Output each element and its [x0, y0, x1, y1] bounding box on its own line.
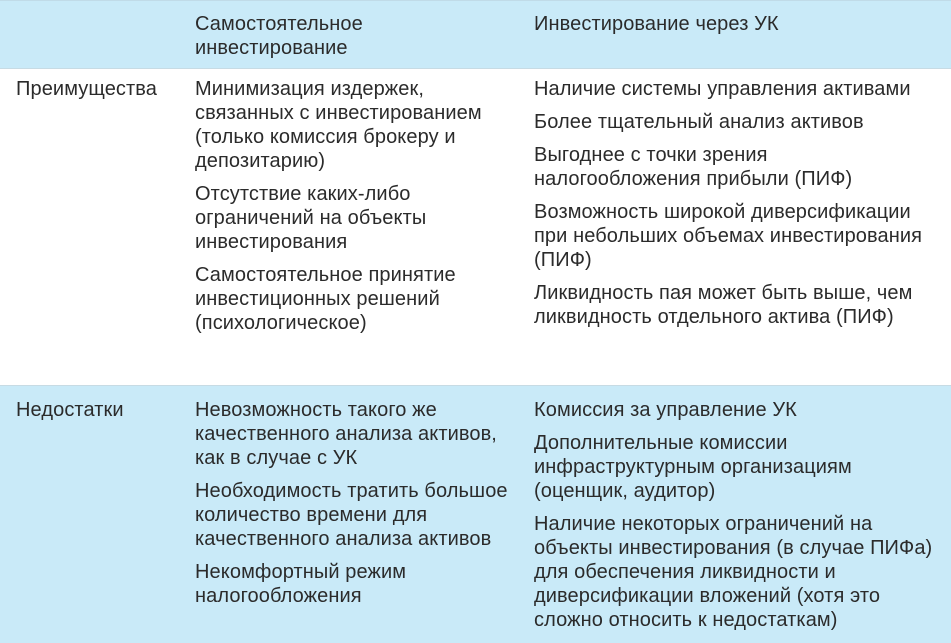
disadvantage-self-item-3: Некомфортный режим налогообложения: [195, 561, 407, 607]
disadvantages-uk-cell: [534, 398, 934, 641]
advantage-uk-item-2: Более тщательный анализ активов: [534, 111, 864, 133]
advantage-self-item-3: Самостоятельное принятие инвестиционных решений (психологическое): [195, 264, 456, 334]
disadvantage-self-item-2: Необходимость тратить большое количество времени для качественного анализа активов: [195, 480, 508, 550]
row-label-cell-advantages: [16, 77, 186, 101]
advantage-self-item-1: Минимизация издержек, связанных с инвестированием (только комиссия брокеру и депозитарию): [195, 78, 482, 172]
header-label-self-investing: Самостоятельное инвестирование: [195, 13, 363, 59]
advantage-uk-item-5: Ликвидность пая может быть выше, чем ликвидность отдельного актива (ПИФ): [534, 282, 913, 328]
table-header-row: [0, 0, 951, 68]
advantage-uk-item-3: Выгоднее с точки зрения налогообложения прибыли (ПИФ): [534, 144, 853, 190]
header-cell-self-investing: [195, 12, 520, 60]
row-label-disadvantages: Недостатки: [16, 399, 124, 421]
advantage-uk-item-1: Наличие системы управления активами: [534, 78, 911, 100]
advantage-self-item-2: Отсутствие каких-либо ограничений на объекты инвестирования: [195, 183, 427, 253]
advantages-self-cell: [195, 77, 520, 344]
row-label-cell-disadvantages: [16, 398, 186, 422]
advantage-uk-item-4: Возможность широкой диверсификации при небольших объемах инвестирования (ПИФ): [534, 201, 923, 271]
table-row-disadvantages: [0, 385, 951, 643]
table-row-advantages: [0, 68, 951, 385]
advantages-uk-cell: [534, 77, 934, 338]
disadvantage-self-item-1: Невозможность такого же качественного анализа активов, как в случае с УК: [195, 399, 497, 469]
disadvantages-self-cell: [195, 398, 520, 617]
disadvantage-uk-item-1: Комиссия за управление УК: [534, 399, 797, 421]
disadvantage-uk-item-2: Дополнительные комиссии инфраструктурным организациям (оценщик, аудитор): [534, 432, 852, 502]
header-label-uk-investing: Инвестирование через УК: [534, 13, 779, 35]
header-cell-uk-investing: [534, 12, 934, 36]
disadvantage-uk-item-3: Наличие некоторых ограничений на объекты инвестирования (в случае ПИФа) для обеспечения ликвидности и диверсификации вложений (хотя это сложно относить к недостаткам): [534, 513, 933, 631]
row-label-advantages: Преимущества: [16, 78, 158, 100]
